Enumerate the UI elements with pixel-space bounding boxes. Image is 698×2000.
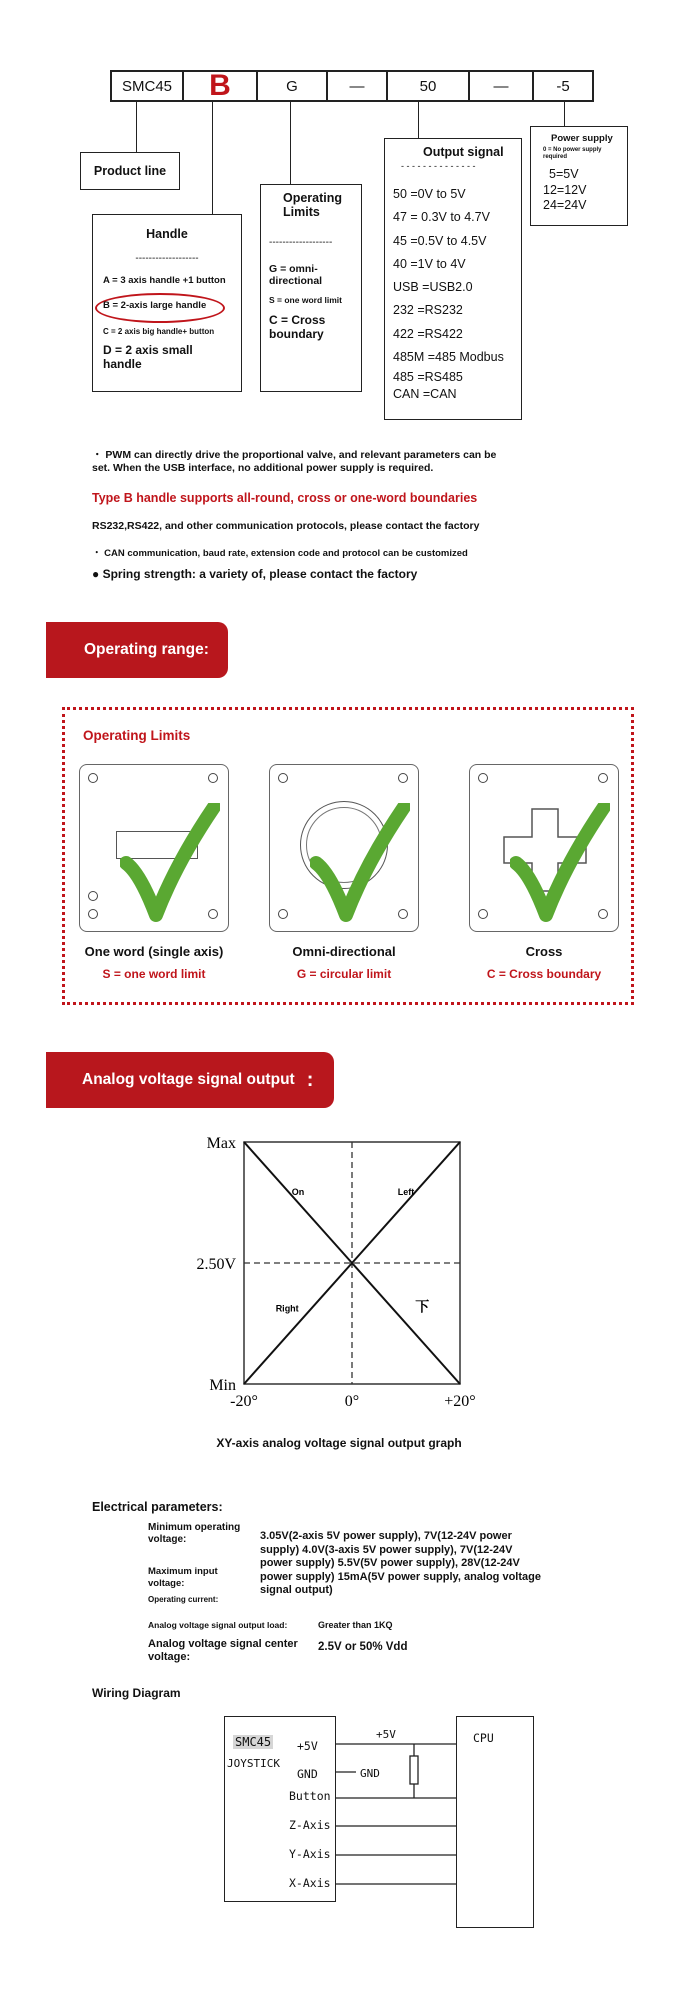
power-supply-title: Power supply [551, 133, 613, 144]
load-label: Analog voltage signal output load: [148, 1620, 288, 1630]
center-voltage-label: Analog voltage signal center voltage: [148, 1638, 298, 1663]
checkmark-icon [310, 803, 410, 925]
operating-limits-option-g: G = omni-directional [269, 263, 323, 287]
load-value: Greater than 1KQ [318, 1620, 393, 1630]
output-signal-row: 232 =RS232 [393, 303, 463, 318]
pin-label: GND [297, 1767, 318, 1781]
power-supply-note: 0 = No power supply required [543, 147, 602, 160]
note-spring: ● Spring strength: a variety of, please contact the factory [92, 567, 418, 581]
note-pwm: ・ PWM can directly drive the proportional valve, and relevant parameters can be set. When the USB interface, no additional power supply is required. [92, 449, 497, 474]
one-word-sub: S = one word limit [102, 967, 206, 981]
mounting-hole-icon [478, 909, 488, 919]
power-supply-row: 5=5V [549, 167, 579, 181]
x-tick-label: +20° [444, 1393, 476, 1410]
handle-box [92, 214, 242, 392]
output-signal-row: 40 =1V to 4V [393, 256, 466, 271]
cross-title: Cross [525, 944, 563, 959]
mounting-hole-icon [88, 909, 98, 919]
analog-voltage-banner-label: Analog voltage signal output [82, 1071, 295, 1088]
power-supply-row: 24=24V [543, 198, 587, 212]
operating-limits-panel-title: Operating Limits [83, 728, 191, 743]
omni-limit-diagram [269, 764, 419, 932]
code-cell-sep1: — [328, 72, 388, 100]
device-sub-label: JOYSTICK [227, 1757, 280, 1770]
connector-line [212, 102, 213, 214]
mounting-hole-icon [278, 773, 288, 783]
output-signal-row: CAN =CAN [393, 387, 457, 402]
wiring-lines [336, 1716, 458, 1916]
omni-title: Omni-directional [292, 944, 396, 959]
pin-label: Y-Axis [289, 1847, 331, 1861]
chart-annotation: Right [275, 1303, 299, 1314]
checkmark-icon [510, 803, 610, 925]
mounting-hole-icon [478, 773, 488, 783]
connector-line [418, 102, 419, 138]
pin-label: Z-Axis [289, 1818, 331, 1832]
y-tick-label: Min [209, 1377, 236, 1394]
chart-caption: XY-axis analog voltage signal output graph [216, 1436, 462, 1450]
output-signal-title: Output signal [423, 145, 504, 159]
code-cell-sep2: — [470, 72, 534, 100]
code-cell-product: SMC45 [112, 72, 184, 100]
connector-line [290, 102, 291, 184]
min-voltage-value: 3.05V(2-axis 5V power supply), 7V(12-24V power supply) 4.0V(3-axis 5V power supply), 7V(12-24V power supply) 5.5V(5V power supply), 28V(12-24V power supply) 15mA(5V power supply, analog voltage signal output) [260, 1530, 541, 1596]
output-signal-row: 50 =0V to 5V [393, 187, 466, 201]
analog-voltage-banner [46, 1052, 334, 1108]
handle-divider: ------------------- [135, 253, 199, 264]
power-supply-row: 12=12V [543, 182, 587, 197]
center-voltage-value: 2.5V or 50% Vdd [318, 1641, 408, 1653]
output-signal-row: 45 =0.5V to 4.5V [393, 233, 487, 248]
output-signal-row: 422 =RS422 [393, 326, 463, 341]
pin-label: Button [289, 1789, 331, 1803]
mounting-hole-icon [208, 773, 218, 783]
operating-limits-title: Operating Limits [283, 191, 343, 219]
cpu-label: CPU [473, 1731, 494, 1745]
code-cell-handle: B [184, 72, 258, 100]
cpu-block [456, 1716, 534, 1928]
pin-label: +5V [297, 1739, 318, 1753]
x-tick-label: -20° [230, 1393, 258, 1410]
min-voltage-label: Minimum operating voltage: [148, 1522, 241, 1545]
supply-5v-label: +5V [376, 1728, 396, 1741]
power-supply-box [530, 126, 628, 226]
mounting-hole-icon [278, 909, 288, 919]
model-code-bar [110, 70, 594, 102]
chart-annotation: On [291, 1187, 305, 1198]
note-rs: RS232,RS422, and other communication protocols, please contact the factory [92, 520, 480, 532]
output-signal-divider: - - - - - - - - - - - - - - [401, 161, 476, 171]
omni-sub: G = circular limit [296, 967, 392, 981]
mounting-hole-icon [88, 891, 98, 901]
product-line-box [80, 152, 180, 190]
wiring-title: Wiring Diagram [92, 1686, 181, 1700]
connector-line [136, 102, 137, 152]
handle-option-d: D = 2 axis small handle [103, 343, 193, 371]
cross-limit-diagram [469, 764, 619, 932]
cross-sub: C = Cross boundary [486, 967, 602, 981]
device-label: SMC45 [235, 1735, 272, 1749]
operating-range-banner [46, 622, 228, 678]
handle-option-b: B = 2-axis large handle [103, 300, 207, 311]
mounting-hole-icon [598, 773, 608, 783]
operating-limits-panel [62, 707, 634, 1005]
output-signal-row: 47 = 0.3V to 4.7V [393, 210, 490, 225]
y-tick-label: Max [206, 1135, 236, 1152]
ground-label: GND [360, 1767, 380, 1780]
output-signal-box [384, 138, 522, 420]
code-cell-power: -5 [556, 77, 570, 95]
operating-range-banner-label: Operating range: [84, 641, 209, 658]
one-word-limit-diagram [79, 764, 229, 932]
mounting-hole-icon [398, 773, 408, 783]
joystick-block [224, 1716, 336, 1902]
operating-limits-option-s: S = one word limit [269, 295, 342, 305]
code-cell-signal: 50 [388, 72, 470, 100]
output-signal-row: 485M =485 Modbus [393, 350, 504, 365]
output-signal-row: USB =USB2.0 [393, 280, 473, 295]
note-type-b: Type B handle supports all-round, cross or one-word boundaries [92, 491, 478, 505]
operating-current-label: Operating current: [148, 1595, 219, 1604]
product-line-label: Product line [93, 164, 167, 178]
one-word-title: One word (single axis) [84, 944, 224, 959]
y-tick-label: 2.50V [196, 1256, 236, 1273]
note-can: ・ CAN communication, baud rate, extension code and protocol can be customized [92, 548, 468, 559]
analog-output-chart [180, 1122, 480, 1422]
output-signal-list [393, 183, 504, 403]
handle-title: Handle [146, 227, 188, 241]
power-supply-list [543, 167, 586, 214]
handle-option-c: C = 2 axis big handle+ button [103, 327, 215, 336]
connector-line [564, 102, 565, 126]
operating-limits-divider: ------------------- [269, 237, 333, 248]
max-input-label: Maximum input voltage: [148, 1566, 218, 1589]
checkmark-icon [120, 803, 220, 925]
mounting-hole-icon [88, 773, 98, 783]
x-tick-label: 0° [344, 1393, 360, 1410]
chart-annotation: 下 [415, 1298, 430, 1315]
analog-voltage-banner-colon: : [306, 1068, 314, 1091]
code-cell-limits: G [258, 72, 328, 100]
handle-option-a: A = 3 axis handle +1 button [103, 275, 226, 286]
chart-annotation: Left [397, 1187, 415, 1198]
pin-label: X-Axis [289, 1876, 331, 1890]
electrical-title: Electrical parameters: [92, 1500, 223, 1514]
output-signal-row: 485 =RS485 [393, 370, 463, 385]
operating-limits-box [260, 184, 362, 392]
operating-limits-option-c: C = Cross boundary [269, 313, 326, 341]
